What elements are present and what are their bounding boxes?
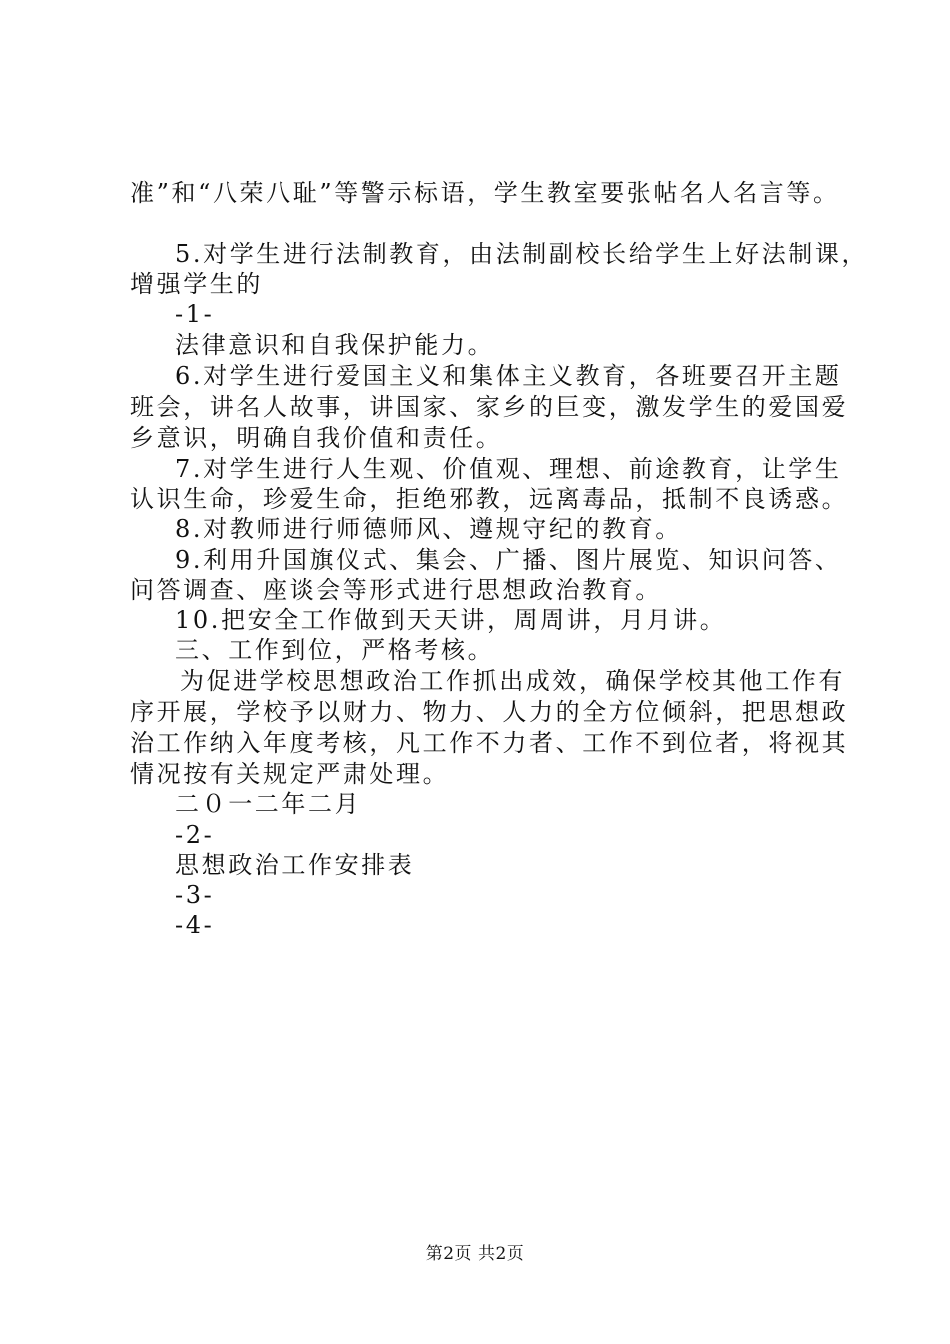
paragraph-line: 认识生命，珍爱生命，拒绝邪教，远离毒品，抵制不良诱惑。: [130, 485, 849, 513]
paragraph-line: 序开展，学校予以财力、物力、人力的全方位倾斜，把思想政: [130, 698, 849, 726]
paragraph-line: 9.利用升国旗仪式、集会、广播、图片展览、知识问答、: [175, 546, 842, 574]
page-footer: 第2页 共2页: [425, 1244, 525, 1264]
paragraph-line: 问答调查、座谈会等形式进行思想政治教育。: [130, 576, 662, 604]
paragraph-line: 5.对学生进行法制教育，由法制副校长给学生上好法制课，: [175, 240, 869, 268]
date-line: 二０一二年二月: [175, 790, 362, 818]
page-number-marker: -4-: [175, 911, 215, 939]
paragraph-line: 法律意识和自我保护能力。: [175, 331, 495, 359]
paragraph-line: 为促进学校思想政治工作抓出成效，确保学校其他工作有: [180, 667, 845, 695]
page-number-marker: -3-: [175, 881, 215, 909]
paragraph-line: 8.对教师进行师德师风、遵规守纪的教育。: [175, 515, 682, 543]
paragraph-line: 情况按有关规定严肃处理。: [130, 760, 450, 788]
page-number-marker: -2-: [175, 821, 215, 849]
paragraph-line: 7.对学生进行人生观、价值观、理想、前途教育，让学生: [175, 455, 842, 483]
paragraph-line: 准”和“八荣八耻”等警示标语，学生教室要张帖名人名言等。: [130, 179, 840, 207]
section-heading: 三、工作到位，严格考核。: [175, 636, 495, 664]
paragraph-line: 班会，讲名人故事，讲国家、家乡的巨变，激发学生的爱国爱: [130, 393, 849, 421]
table-title: 思想政治工作安排表: [175, 851, 415, 879]
page-number-marker: -1-: [175, 300, 215, 328]
paragraph-line: 治工作纳入年度考核，凡工作不力者、工作不到位者，将视其: [130, 729, 849, 757]
paragraph-line: 乡意识，明确自我价值和责任。: [130, 424, 503, 452]
paragraph-line: 6.对学生进行爱国主义和集体主义教育，各班要召开主题: [175, 362, 842, 390]
paragraph-line: 10.把安全工作做到天天讲，周周讲，月月讲。: [175, 606, 727, 634]
paragraph-line: 增强学生的: [130, 270, 263, 298]
